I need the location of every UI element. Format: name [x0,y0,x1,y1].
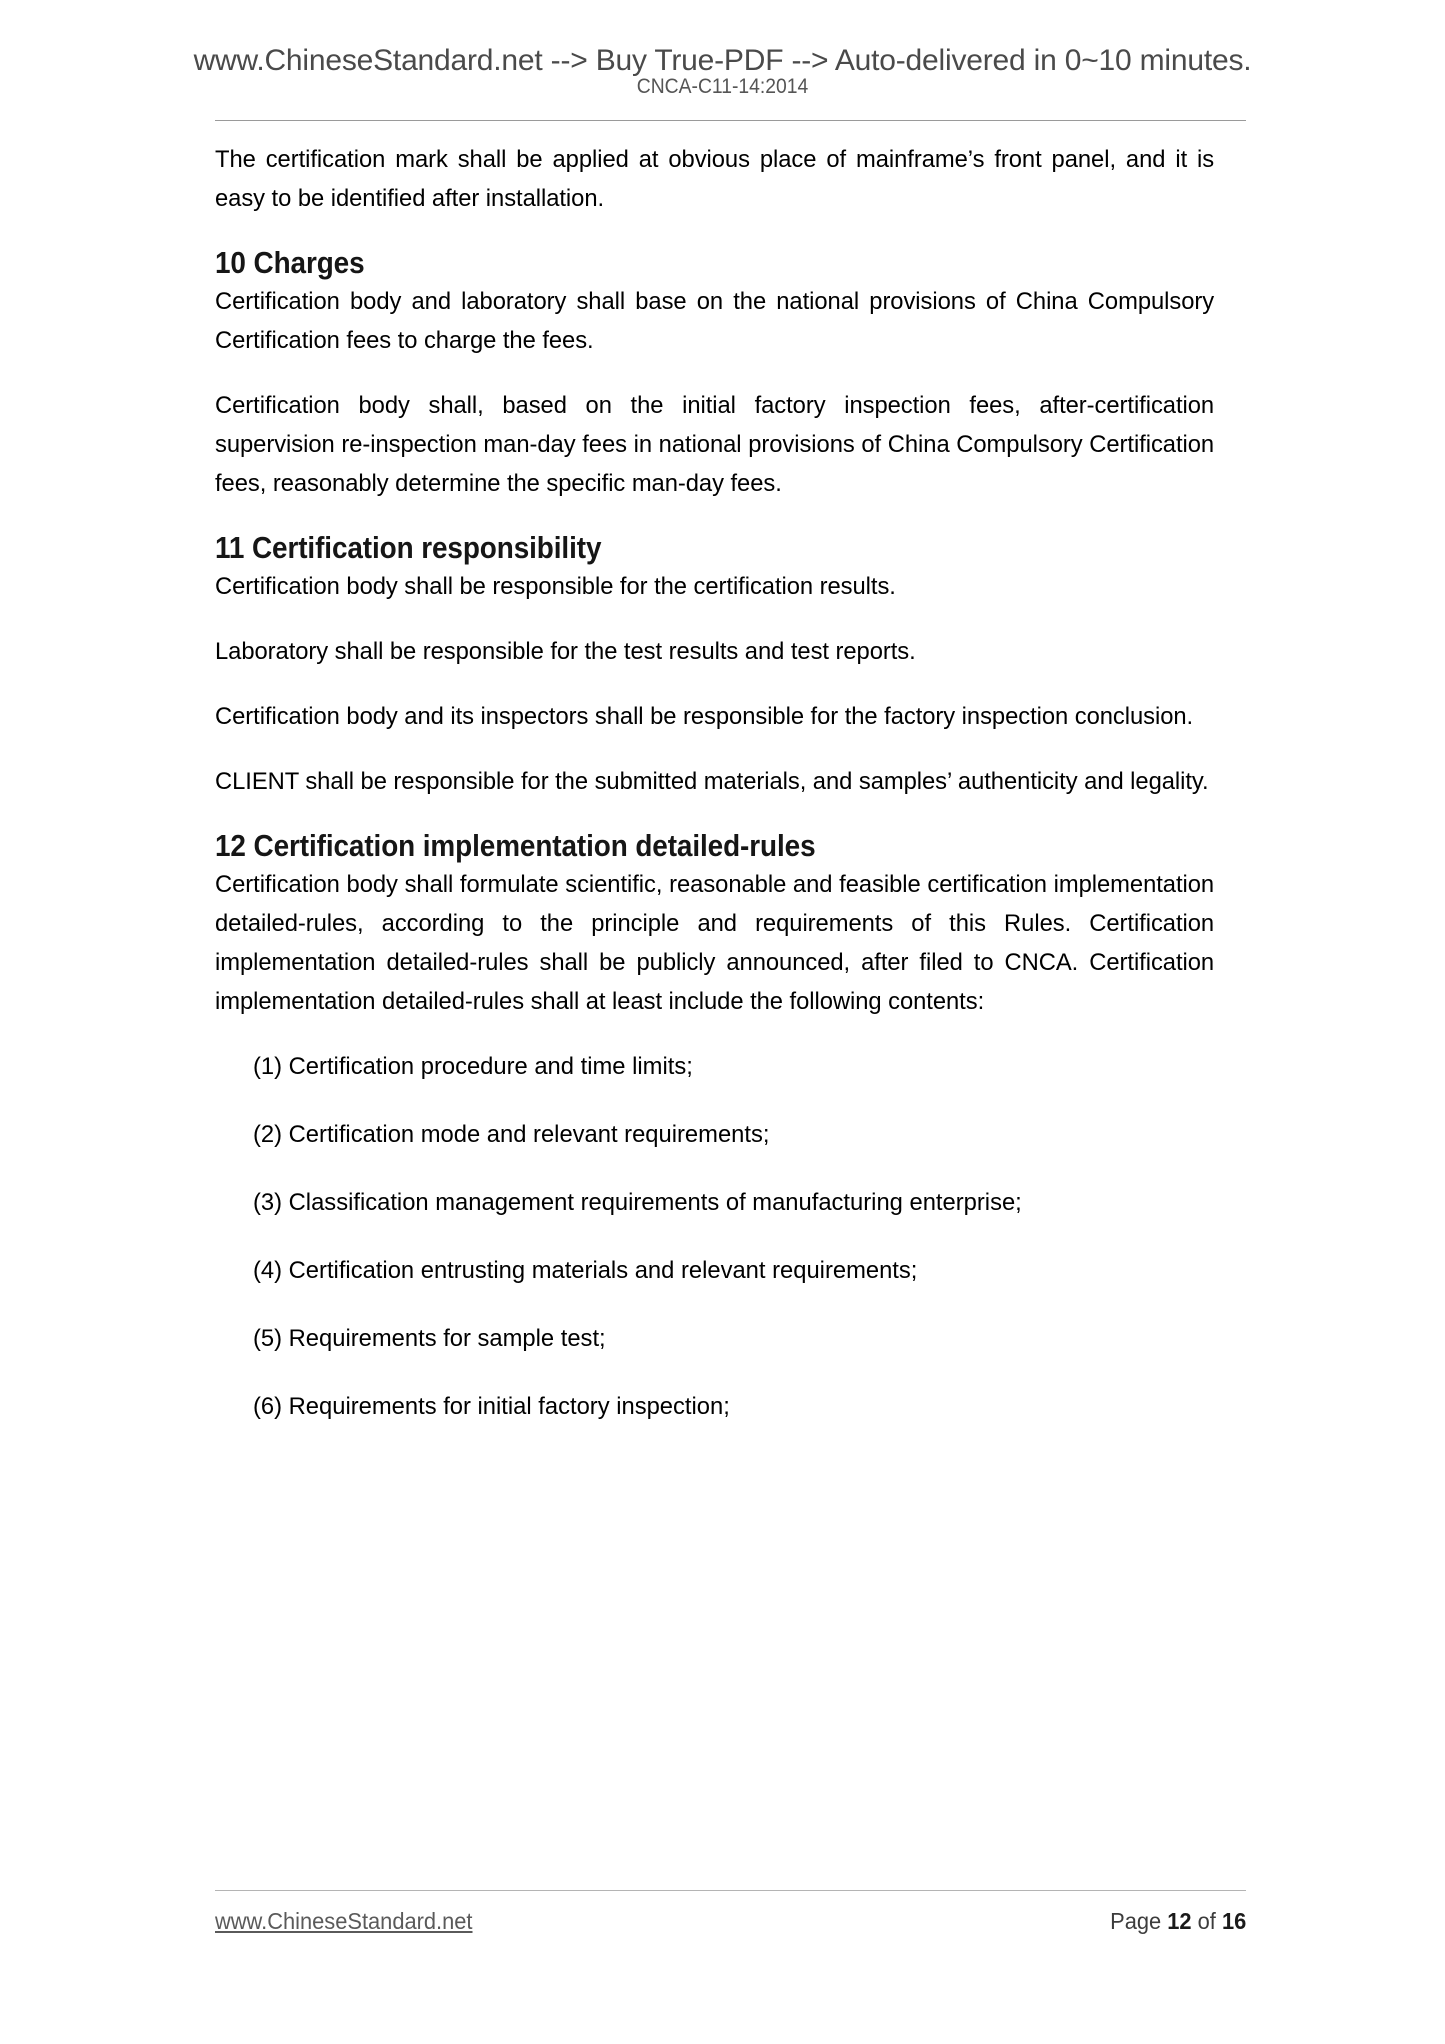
header-watermark-text: www.ChineseStandard.net --> Buy True-PDF --> Auto-delivered in 0~10 minutes. [193,44,1252,77]
list-item: (6) Requirements for initial factory inspection; [253,1393,730,1420]
list-item: (3) Classification management requirements of manufacturing enterprise; [253,1189,1022,1216]
document-body [215,140,1245,1455]
section-11-paragraph-4: CLIENT shall be responsible for the submitted materials, and samples’ authenticity and legality. [215,768,1209,795]
section-heading-11: 11 Certification responsibility [215,530,602,565]
header-document-id: CNCA-C11-14:2014 [636,75,809,98]
footer-website-link[interactable]: www.ChineseStandard.net [215,1908,473,1934]
page-total: 16 [1221,1908,1246,1934]
list-item: (5) Requirements for sample test; [253,1325,606,1352]
section-heading-12: 12 Certification implementation detailed-rules [215,828,816,863]
page-header [0,44,1445,99]
section-heading-10: 10 Charges [215,245,365,280]
header-divider [215,120,1246,121]
section-10-paragraph-1: Certification body and laboratory shall base on the national provisions of China Compulsory Certification fees to charge the fees. [215,288,1215,354]
section-12-list [215,1047,1245,1426]
page-label: Page [1109,1908,1161,1934]
page-of-label: of [1197,1908,1216,1934]
list-item: (1) Certification procedure and time limits; [253,1053,693,1080]
footer-divider [215,1890,1246,1891]
page-footer [215,1908,1246,1935]
list-item: (4) Certification entrusting materials and relevant requirements; [253,1257,918,1284]
section-12-paragraph-1: Certification body shall formulate scientific, reasonable and feasible certification implementation detailed-rules, according to the principle and requirements of this Rules. Certification implementation detailed-rules shall be publicly announced, after filed to CNCA. Certification implementation detailed-rules shall at least include the following contents: [215,871,1215,1015]
page-number-indicator [1110,1908,1246,1935]
section-10-paragraph-2: Certification body shall, based on the initial factory inspection fees, after-certification supervision re-inspection man-day fees in national provisions of China Compulsory Certification fees, reasonably determine the specific man-day fees. [215,392,1215,497]
list-item: (2) Certification mode and relevant requirements; [253,1121,770,1148]
section-11-paragraph-3: Certification body and its inspectors shall be responsible for the factory inspection conclusion. [215,703,1194,730]
section-11-paragraph-1: Certification body shall be responsible for the certification results. [215,573,896,600]
intro-paragraph: The certification mark shall be applied at obvious place of mainframe’s front panel, and it is easy to be identified after installation. [215,146,1215,212]
page-current: 12 [1167,1908,1192,1934]
section-11-paragraph-2: Laboratory shall be responsible for the test results and test reports. [215,638,916,665]
